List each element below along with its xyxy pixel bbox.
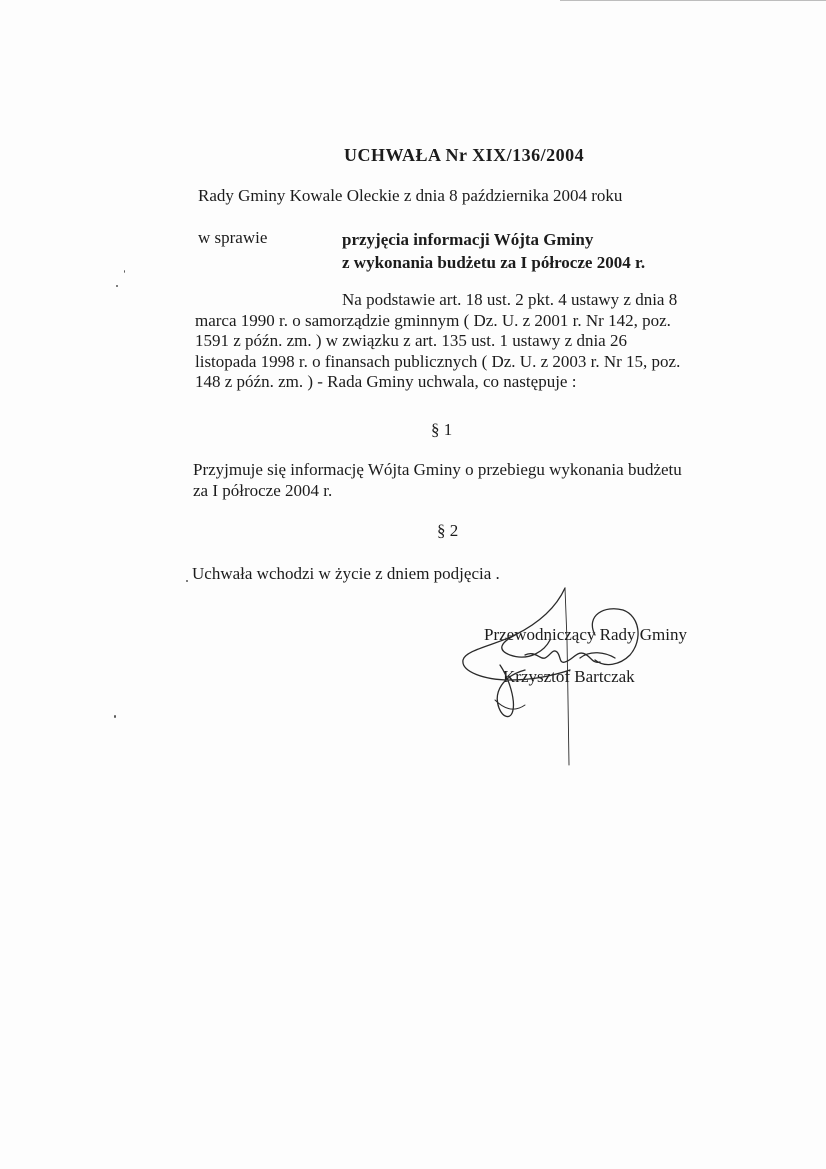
legal-basis-line: 148 z późn. zm. ) - Rada Gminy uchwala, co następuje : (195, 372, 577, 391)
scan-speck (186, 580, 188, 582)
section-1-line: za I półrocze 2004 r. (193, 481, 333, 500)
scan-speck (124, 270, 125, 273)
scan-speck (114, 715, 116, 718)
section-2-heading: § 2 (437, 521, 459, 540)
section-1-line: Przyjmuje się informację Wójta Gminy o przebiegu wykonania budżetu (193, 460, 682, 479)
legal-basis-paragraph (195, 290, 765, 393)
legal-basis-line: marca 1990 r. o samorządzie gminnym ( Dz. U. z 2001 r. Nr 142, poz. (195, 310, 671, 330)
legal-basis-line: 1591 z późn. zm. ) w związku z art. 135 ust. 1 ustawy z dnia 26 (195, 331, 627, 350)
resolution-subtitle: Rady Gminy Kowale Oleckie z dnia 8 października 2004 roku (198, 186, 623, 205)
signatory-title: Przewodniczący Rady Gminy (484, 625, 687, 644)
section-1-heading: § 1 (431, 420, 453, 439)
handwritten-signature (455, 580, 655, 770)
signatory-name: Krzysztof Bartczak (503, 667, 635, 686)
section-1-text (193, 459, 682, 501)
legal-basis-line: Na podstawie art. 18 ust. 2 pkt. 4 ustawy z dnia 8 (342, 290, 678, 309)
subject-label: w sprawie (198, 228, 268, 247)
subject-line: z wykonania budżetu za I półrocze 2004 r. (342, 253, 646, 272)
scan-speck (116, 285, 118, 287)
resolution-title: UCHWAŁA Nr XIX/136/2004 (344, 145, 585, 165)
subject-line: przyjęcia informacji Wójta Gminy (342, 230, 594, 249)
legal-basis-line: listopada 1998 r. o finansach publicznych ( Dz. U. z 2003 r. Nr 15, poz. (195, 351, 681, 371)
subject-text (342, 228, 645, 274)
section-2-text: Uchwała wchodzi w życie z dniem podjęcia . (192, 564, 500, 583)
scan-edge-line (560, 0, 826, 1)
